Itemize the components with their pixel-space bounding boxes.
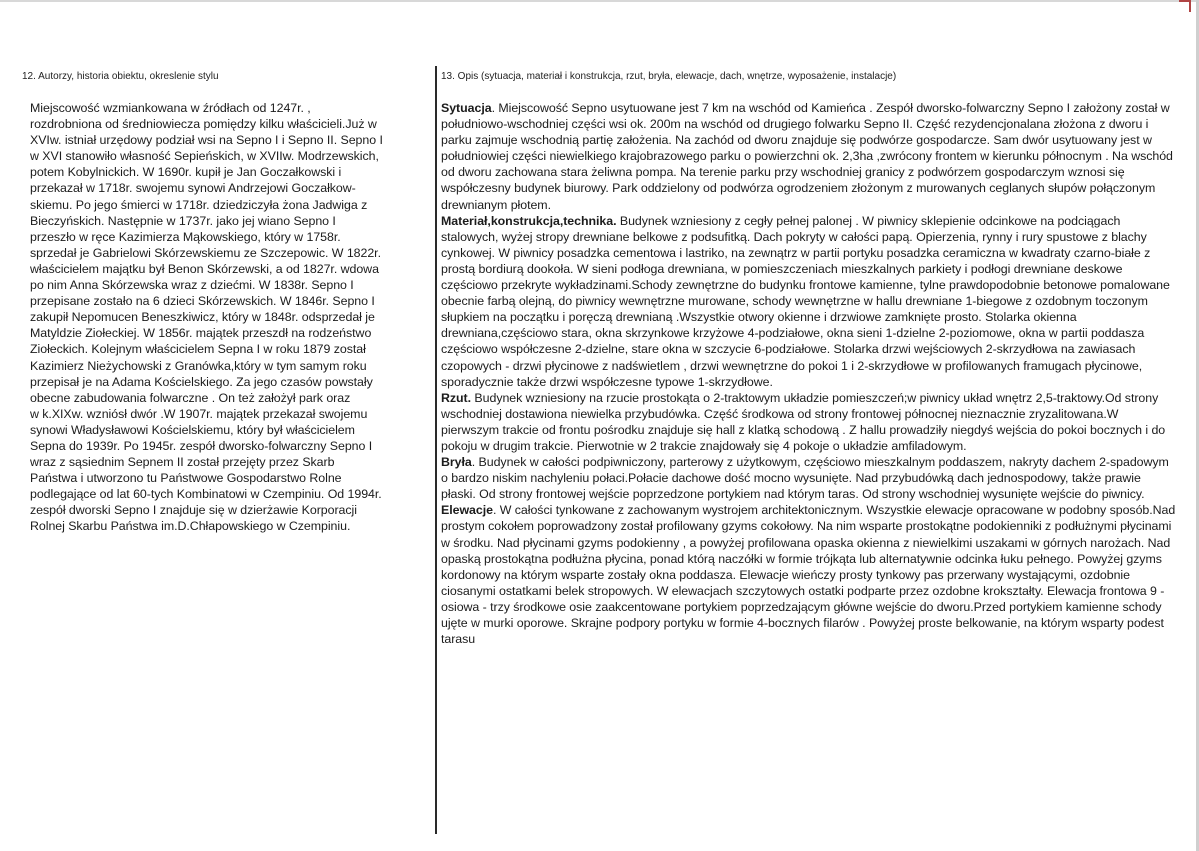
- paragraph-text: . Miejscowość Sepno usytuowane jest 7 km na wschód od Kamieńca . Zespół dworsko-folwarczny Sepno I założony został w południowo-wschodniej części wsi ok. 200m na wschód od drugiego folwarku Sepno II. Część rezydencjonalana złożona z dworu i parku zajmuje wschodnią partię założenia. Na zachód od dworu znajduje się podwórze gospodarcze. Sam dwór usytuowany jest w południowiej części niewielkiego krajobrazowego parku o powierzchni ok. 2,3ha ,zwrócony frontem w kierunku północnym . Na wschód od dworu zachowana stara żeliwna pompa. Na terenie parku przy wschodniej granicy z podwórzem gospodarczym wznosi się współczesny budynek biurowy. Park oddzielony od podwórza ogrodzeniem złożonym z murowanych ceglanych słupów połączonym drewnianym płotem.: [441, 101, 1173, 212]
- history-line: zakupił Nepomucen Beneszkiwicz, który w 1848r. odsprzedał je: [30, 310, 375, 325]
- description-paragraph: [441, 454, 1176, 502]
- description-paragraph: [441, 390, 1176, 454]
- scan-edge: [0, 0, 1199, 2]
- history-line: przepisane zostało na 6 dzieci Skórzewskich. W 1846r. Sepno I: [30, 294, 375, 309]
- history-line: przeszło w ręce Kazimierza Mąkowskiego, który w 1758r.: [30, 229, 341, 244]
- history-line: podlegające od lat 60-tych Kombinatowi w Czempiniu. Od 1994r.: [30, 487, 382, 502]
- history-line: w k.XIXw. wzniósł dwór .W 1907r. majątek przekazał swojemu: [30, 406, 368, 421]
- paragraph-heading: Materiał,konstrukcja,technika.: [441, 213, 617, 228]
- corner-mark: [1179, 0, 1191, 12]
- history-line: Bieczyńskich. Następnie w 1737r. jako jej wiano Sepno I: [30, 213, 336, 228]
- paragraph-heading: Bryła: [441, 455, 472, 470]
- history-line: wraz z sąsiednim Sepnem II został przejęty przez Skarb: [30, 455, 335, 470]
- history-line: Sepna do 1939r. Po 1945r. zespół dworsko-folwarczny Sepno I: [30, 438, 373, 453]
- history-line: sprzedał je Gabrielowi Skórzewskiemu ze Szczepowic. W 1822r.: [30, 245, 381, 260]
- paragraph-text: . W całości tynkowane z zachowanym wystrojem architektonicznym. Wszystkie elewacje opracowane w podobny sposób.Nad prostym cokołem poprowadzony został profilowany gzyms cokołowy. Na nim wsparte prostokątne podokienniki z podłużnymi płycinami w środku. Nad płycinami gzyms podokienny , a powyżej profilowana opaska okienna z niewielkimi uszakami w górnych narożach. Nad opaską prostokątna podłużna płycina, ponad którą naczółki w formie trójkąta lub alternatywnie odcinka łuku pełnego. Powyżej gzyms kordonowy na którym wsparte zostały okna poddasza. Elewacje wieńczy prosty tynkowy pas przerwany wystającymi, ozdobnie ciosanymi ostatkami belek stropowych. W elewacjach szczytowych ostatki podparte przez ozdobne krokształty. Elewacja frontowa 9 -osiowa - trzy środkowe osie zaakcentowane portykiem poprzedzającym główne wejście do dworu.Przed portykiem kamienne schody ujęte w murki oporowe. Skrajne podpory portyku w formie 4-bocznych filarów . Powyżej proste belkowanie, na którym wsparty podest tarasu: [441, 503, 1176, 647]
- history-line: potem Kobylnickich. W 1690r. kupił je Jan Goczałkowski i: [30, 165, 342, 180]
- description-paragraph: [441, 100, 1176, 213]
- history-line: w XVI stanowiło własność Sepieńskich, w XVIIw. Modrzewskich,: [30, 149, 379, 164]
- section-label-history: 12. Autorzy, historia obiektu, okreslenie stylu: [22, 71, 219, 82]
- description-column: [441, 70, 1176, 647]
- history-line: Rolnej Skarbu Państwa im.D.Chłapowskiego w Czempiniu.: [30, 519, 351, 534]
- column-divider: [435, 66, 437, 834]
- description-paragraph: [441, 502, 1176, 647]
- history-line: Państwa i utworzono tu Państwowe Gospodarstwo Rolne: [30, 471, 342, 486]
- history-line: rozdrobniona od średniowiecza pomiędzy kilku właścicieli.Już w: [30, 117, 377, 132]
- history-line: właścicielem majątku był Benon Skórzewski, a od 1827r. wdowa: [30, 261, 379, 276]
- history-line: zespół dworski Sepno I znajduje się w dzierżawie Korporacji: [30, 503, 357, 518]
- history-line: przepisał je na Adama Kościelskiego. Za jego czasów powstały: [30, 374, 373, 389]
- history-line: synowi Władysławowi Kościelskiemu, który był właścicielem: [30, 422, 355, 437]
- history-line: Matyldzie Ziołeckiej. W 1856r. majątek przeszdł na rodzeństwo: [30, 326, 372, 341]
- paragraph-heading: Rzut.: [441, 390, 472, 405]
- paragraph-heading: Elewacje: [441, 503, 493, 518]
- paragraph-text: Budynek wzniesiony z cegły pełnej palonej . W piwnicy sklepienie odcinkowe na podciągach stalowych, wyżej stropy drewniane belkowe z podsufitką. Dach pokryty w całości papą. Opierzenia, rynny i rury spustowe z blachy cynkowej. W piwnicy posadzka cementowa i lastriko, na zewnątrz w partii portyku posadzka ceramiczna w kwadraty czarno-białe z prostą bordiurą dookoła. W sieni podłoga drewniana, w pomieszczeniach mieszkalnych parkiety i podłogi drewniane deskowe częściowo przekryte wykładzinami.Schody zewnętrzne do budynku frontowe kamienne, tylne prawdopodobnie betonowe pomalowane obecnie farbą olejną, do piwnicy wewnętrzne murowane, schody wewnętrzne w hallu drewniane 1-biegowe z ozdobnym toczonym słupkiem na początku i poręczą drewnianą .Wszystkie otwory okienne i drzwiowe zamknięte prosto. Stolarka okienna drewniana,częściowo stara, okna skrzynkowe krzyżowe 4-podziałowe, okna sieni 1-dzielne 2-poziomowe, okna w partii poddasza częściowo współczesne 2-dzielne, stare okna w szczycie 6-podziałowe. Stolarka drzwi wejściowych 2-skrzydłowa na zawiasach czopowych - drzwi płycinowe z nadświetlem , drzwi wewnętrzne do pokoi 1 i 2-skrzydłowe w profilowanych framugach płycinowe, sporadycznie także drzwi współczesne typowe 1-skrzydłowe.: [441, 213, 1170, 389]
- section-label-description: 13. Opis (sytuacja, materiał i konstrukcja, rzut, bryła, elewacje, dach, wnętrze, wyposażenie, instalacje): [441, 71, 897, 82]
- history-line: obecne zabudowania folwarczne . On też założył park oraz: [30, 390, 351, 405]
- history-line: XVIw. istniał urzędowy podział wsi na Sepno I i Sepno II. Sepno I: [30, 133, 383, 148]
- paragraph-heading: Sytuacja: [441, 101, 492, 115]
- history-text: [22, 100, 432, 535]
- history-line: po nim Anna Skórzewska wraz z dziećmi. W 1838r. Sepno I: [30, 278, 354, 293]
- history-line: Ziołeckich. Kolejnym właścicielem Sepna I w roku 1879 został: [30, 342, 366, 357]
- history-line: przekazał w 1718r. swojemu synowi Andrzejowi Goczałkow-: [30, 181, 356, 196]
- history-line: Kazimierz Nieżychowski z Granówka,który w tym samym roku: [30, 358, 367, 373]
- description-paragraph: [441, 213, 1176, 390]
- history-column: [22, 70, 432, 535]
- history-line: Miejscowość wzmiankowana w źródłach od 1247r. ,: [30, 101, 311, 115]
- description-text: [441, 100, 1176, 647]
- paragraph-text: . Budynek w całości podpiwniczony, parterowy z użytkowym, częściowo mieszkalnym poddaszem, nakryty dachem 2-spadowym o bardzo niskim nachyleniu połaci.Połacie dachowe dość mocno wysunięte. Nad przybudówką dach jednospodowy, także prawie płaski. Od strony frontowej wejście poprzedzone portykiem nad którym taras. Od strony wschodniej wysunięte wejście do piwnicy.: [441, 455, 1169, 502]
- history-line: skiemu. Po jego śmierci w 1718r. dziedziczyła żona Jadwiga z: [30, 197, 368, 212]
- paragraph-text: Budynek wzniesiony na rzucie prostokąta o 2-traktowym układzie pomieszczeń;w piwnicy układ wnętrz 2,5-traktowy.Od strony wschodniej dostawiona niewielka przybudówka. Część środkowa od strony frontowej północnej nieznacznie zryzalitowana.W pierwszym trakcie od frontu pośrodku znajduje się hall z klatką schodową . Z hallu prowadziły niegdyś wejścia do pokoi bocznych i do pokoju w drugim trakcie. Pierwotnie w 2 trakcie znajdowały się 4 pokoje o układzie amfiladowym.: [441, 390, 1166, 453]
